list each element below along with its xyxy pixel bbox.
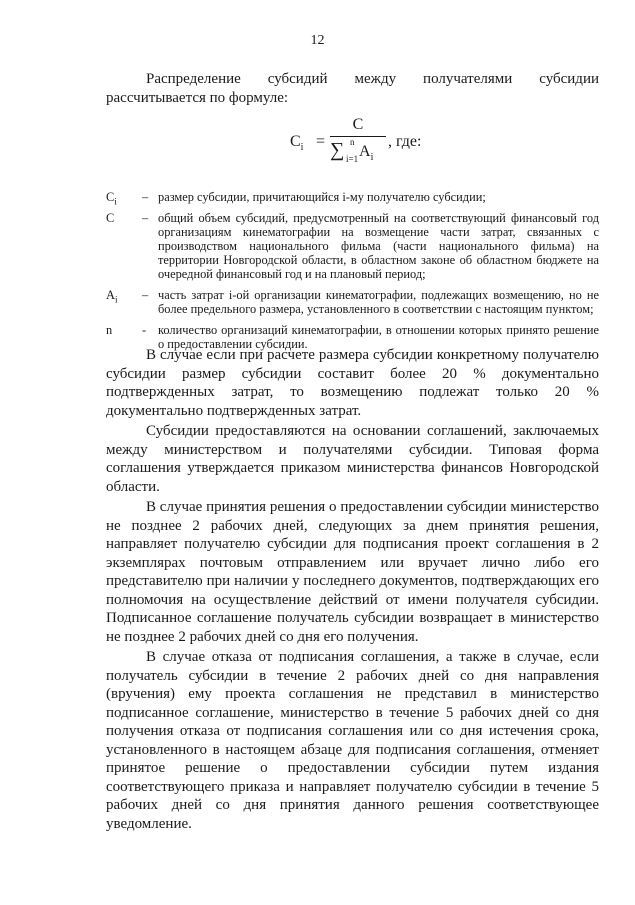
- formula-lhs: $C_i$: [290, 133, 304, 154]
- formula-equals: =: [316, 133, 326, 150]
- intro-text: Распределение субсидий между получателями субсидии рассчитывается по формуле:: [106, 71, 599, 106]
- formula-fraction: [330, 115, 386, 163]
- main-text: [106, 346, 599, 833]
- legend-symbol: $A_i$: [106, 288, 118, 305]
- legend-dash: –: [142, 190, 149, 204]
- paragraph: В случае отказа от подписания соглашения, а также в случае, если получатель субсидии в течение 2 рабочих дней со дня направления (вручения) ему проекта соглашения не представил в министерство подписанное соглашение, министерство в течение 5 рабочих дней со дня получения отказа от подписания соглашения или со дня истечения срока, установленного в настоящем абзаце для подписания соглашения, отменяет принятое решение о предоставлении субсидии путем издания соответствующего приказа и направляет получателю субсидии в течение 5 рабочих дней со дня принятия данного решения соответствующее уведомление.: [106, 649, 599, 832]
- legend-definition: часть затрат i-ой организации кинематографии, подлежащих возмещению, но не более предельного размера, установленного в соответствии с настоящим пунктом;: [158, 288, 599, 316]
- paragraph: Субсидии предоставляются на основании соглашений, заключаемых между министерством и получателями субсидии. Типовая форма соглашения утверждается приказом министерства финансов Новгородской области.: [106, 423, 599, 495]
- intro-paragraph: [106, 70, 599, 107]
- formula-lhs-sub: i: [300, 142, 304, 154]
- sum-term-sub: i: [370, 152, 374, 164]
- formula-tail: , где:: [388, 133, 422, 150]
- formula-denominator: [330, 139, 386, 163]
- legend-item: [106, 211, 599, 281]
- sum-lower-limit: i=1: [346, 154, 359, 164]
- legend-symbol: $C_i$: [106, 190, 117, 207]
- paragraph: В случае принятия решения о предоставлении субсидии министерство не позднее 2 рабочих дней, следующих за днем принятия решения, направляет получателю субсидии для подписания проект соглашения в 2 экземплярах почтовым отправлением или вручает лично либо его представителю при наличии у последнего документов, подтверждающих его полномочия на осуществление действий от имени получателя субсидии. Подписанное соглашение получатель субсидии возвращает в министерство не позднее 2 рабочих дней со дня его получения.: [106, 499, 599, 645]
- legend-dash: –: [142, 288, 149, 302]
- legend-definition: размер субсидии, причитающийся i-му получателю субсидии;: [158, 190, 486, 204]
- legend-symbol: C: [106, 211, 115, 225]
- legend-item: [106, 288, 599, 316]
- legend-dash: -: [142, 323, 147, 337]
- legend-symbol: n: [106, 323, 113, 337]
- formula-legend: [106, 190, 599, 358]
- sigma-symbol: ∑: [330, 139, 345, 161]
- formula-numerator: C: [352, 116, 364, 133]
- paragraph: В случае если при расчете размера субсидии конкретному получателю субсидии размер субсидии составит более 20 % документально подтвержденных затрат, то возмещению подлежат только 20 % документально подтвержденных затрат.: [106, 347, 599, 419]
- legend-dash: –: [142, 211, 149, 225]
- sum-upper-limit: n: [350, 137, 355, 147]
- legend-definition: количество организаций кинематографии, в отношении которых принято решение о предоставлении субсидии.: [158, 323, 599, 351]
- legend-definition: общий объем субсидий, предусмотренный на соответствующий финансовый год организациям кинематографии на возмещение части затрат, связанных с производством национального фильма (части национального фильма) на территории Новгородской области, в областном законе об областном бюджете на очередной финансовый год и на плановый период;: [158, 211, 599, 281]
- page-number: 12: [310, 33, 325, 48]
- fraction-bar: [330, 136, 386, 137]
- sum-term: $A_i$: [359, 143, 374, 164]
- legend-item: [106, 190, 599, 207]
